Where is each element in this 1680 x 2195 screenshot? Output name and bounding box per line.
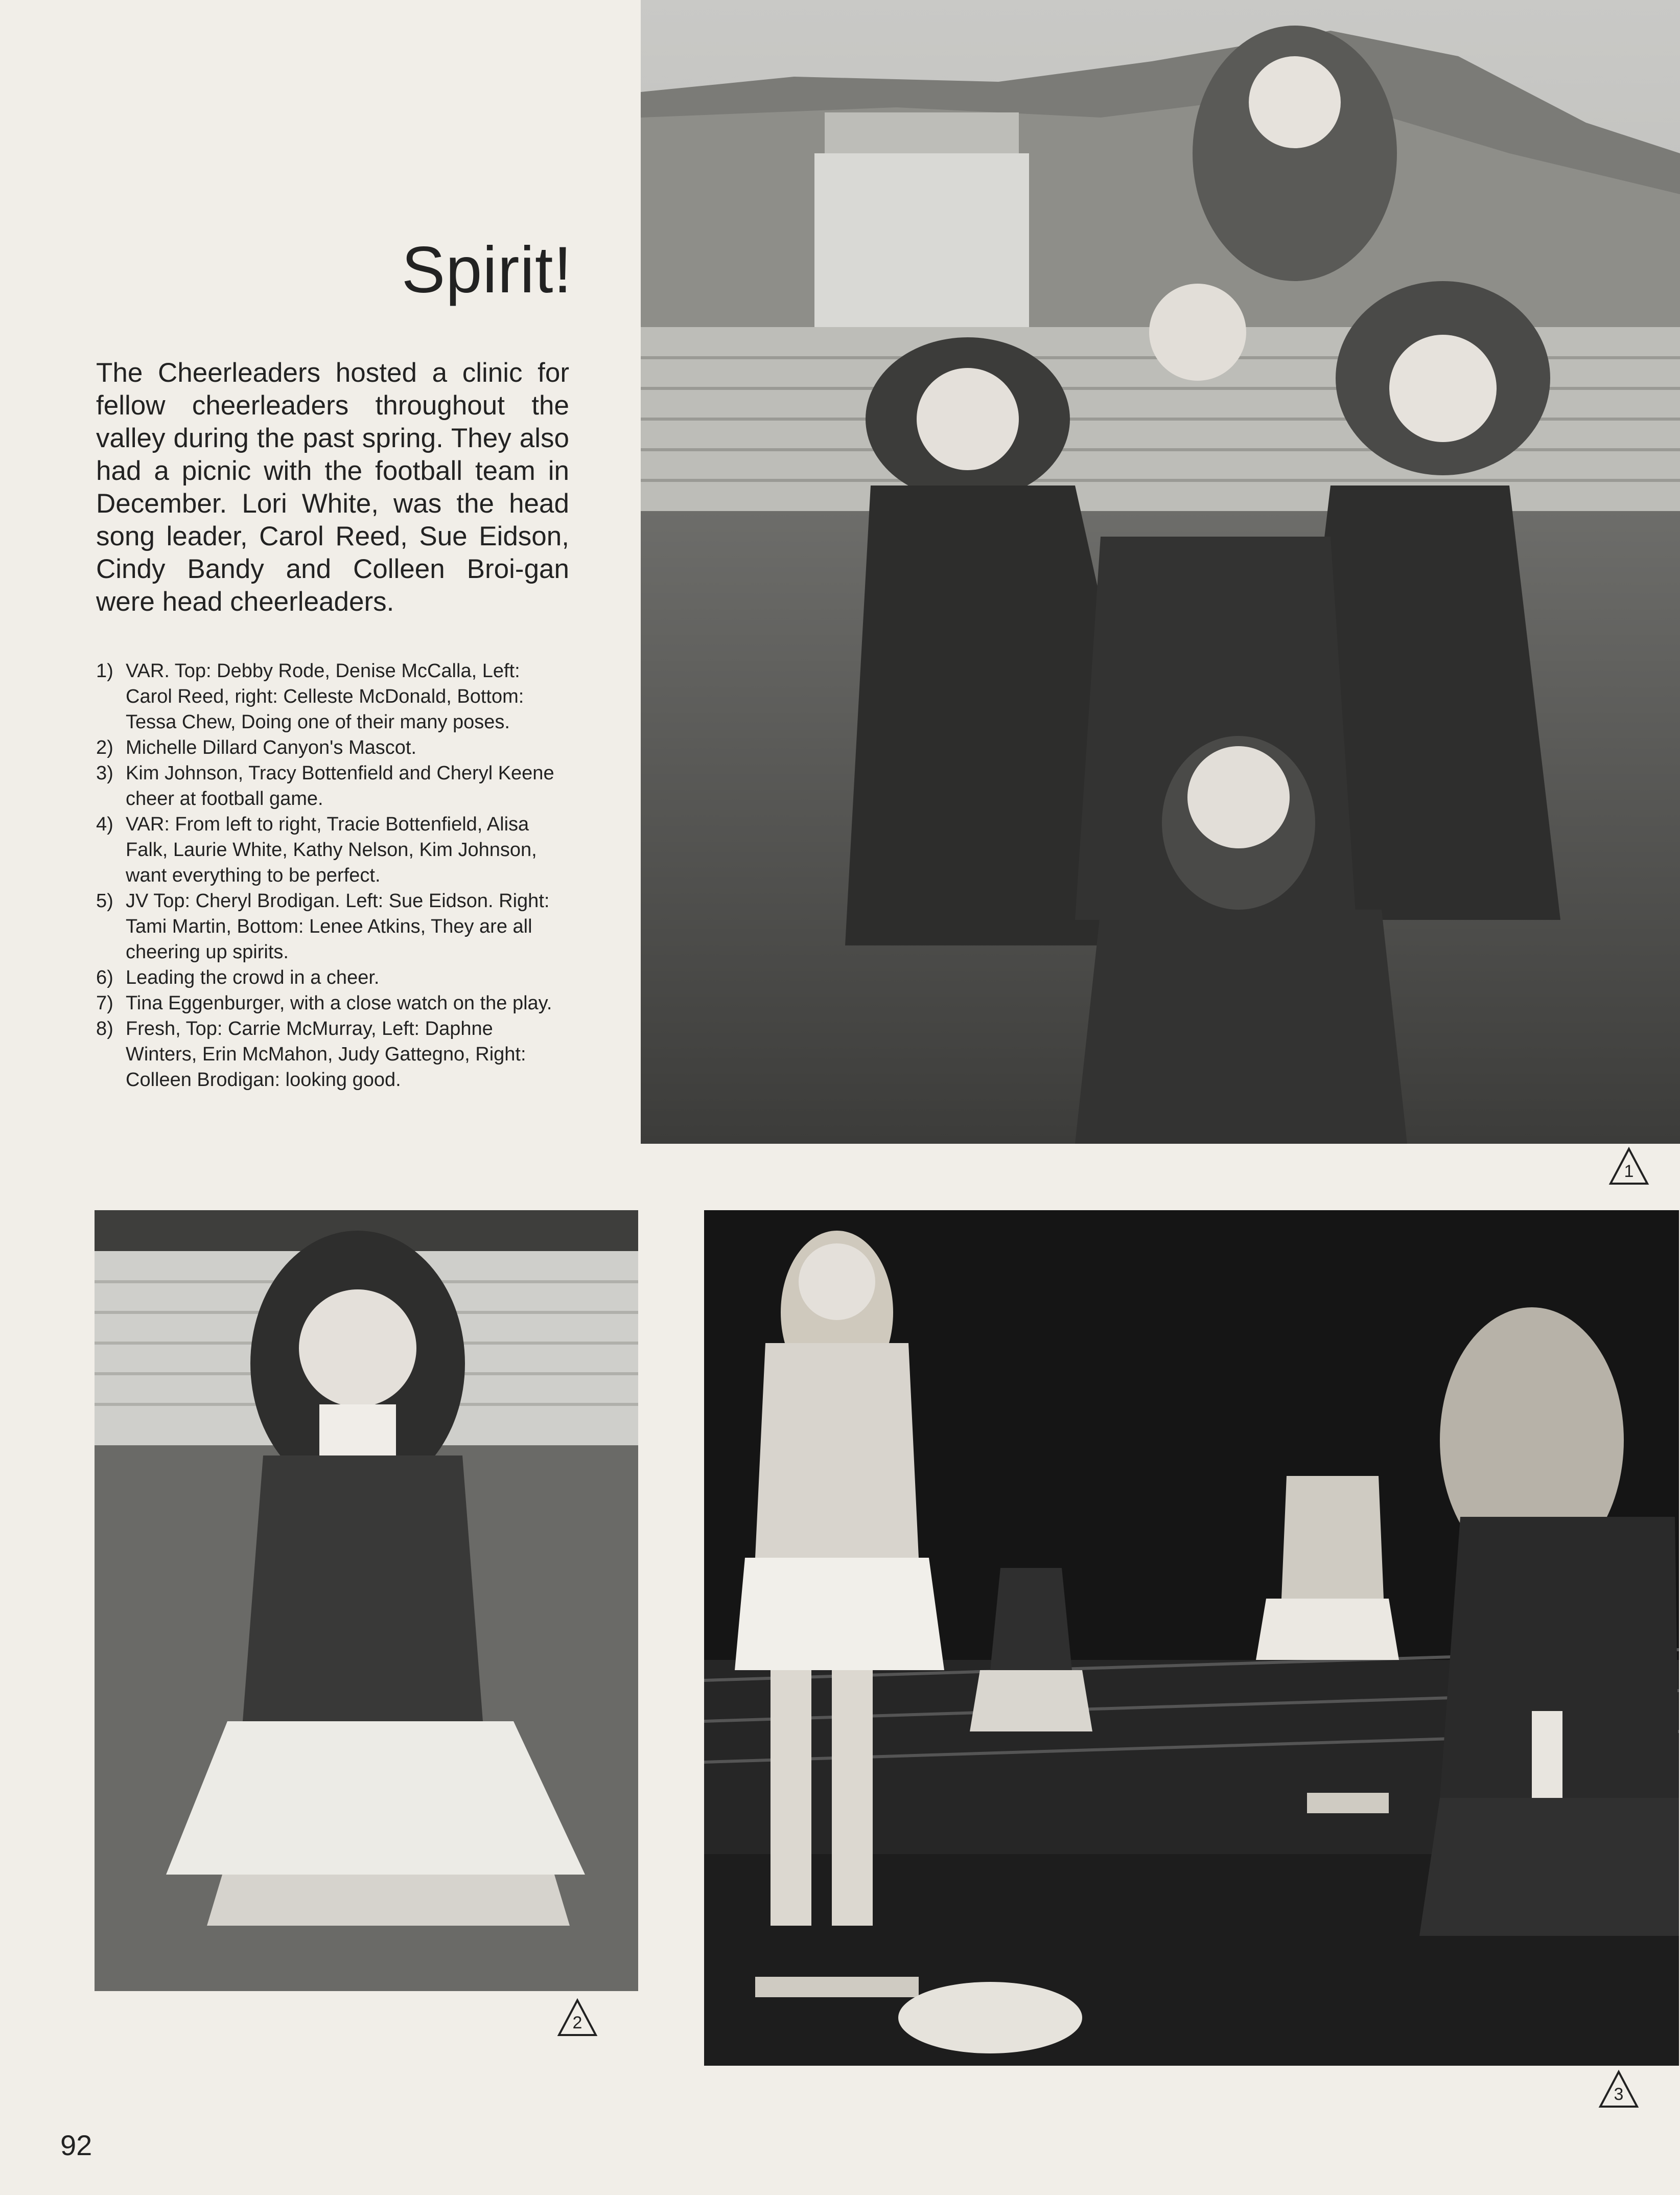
photo-badge-2 — [557, 1998, 598, 2037]
caption-number: 4) — [96, 814, 113, 835]
caption-text: VAR: From left to right, Tracie Bottenfield, Alisa Falk, Laurie White, Kathy Nelson, Kim Johnson, want everything to be perfect. — [126, 814, 537, 886]
photo-badge-number: 3 — [1614, 2085, 1624, 2104]
kneeling-photo-illustration — [95, 1210, 638, 1991]
photo-badge-number: 1 — [1624, 1162, 1634, 1181]
caption-item — [96, 812, 569, 888]
caption-item — [96, 760, 569, 812]
caption-number: 5) — [96, 890, 113, 912]
caption-number: 8) — [96, 1018, 113, 1039]
photo-badge-3 — [1598, 2070, 1639, 2109]
night-cheer-photo-illustration — [704, 1210, 1679, 2066]
page-title: Spirit! — [401, 234, 572, 307]
caption-number: 7) — [96, 992, 113, 1014]
caption-item — [96, 990, 569, 1016]
caption-item — [96, 965, 569, 990]
caption-text: JV Top: Cheryl Brodigan. Left: Sue Eidson. Right: Tami Martin, Bottom: Lenee Atkins, They are all cheering up spirits. — [126, 890, 550, 963]
caption-item — [96, 735, 569, 760]
caption-text: Fresh, Top: Carrie McMurray, Left: Daphne Winters, Erin McMahon, Judy Gattegno, Right: Colleen Brodigan: looking good. — [126, 1018, 526, 1091]
caption-text: Tina Eggenburger, with a close watch on the play. — [126, 992, 552, 1014]
caption-number: 3) — [96, 763, 113, 784]
caption-item — [96, 888, 569, 965]
caption-list — [96, 658, 569, 1093]
intro-paragraph: The Cheerleaders hosted a clinic for fellow cheerleaders throughout the valley during the past spring. They also had a picnic with the football team in December. Lori White, was the head song leader, Carol Reed, Sue Eidson, Cindy Bandy and Colleen Broi-gan were head cheerleaders. — [96, 358, 569, 617]
photo-kneeling-cheerleader — [95, 1210, 638, 1991]
photo-badge-number: 2 — [572, 2013, 582, 2032]
photo-cheer-pyramid — [641, 0, 1680, 1144]
photo-badge-1 — [1608, 1147, 1649, 1186]
page-number: 92 — [60, 2129, 92, 2161]
caption-number: 6) — [96, 967, 113, 988]
caption-text: Leading the crowd in a cheer. — [126, 967, 380, 988]
caption-text: Michelle Dillard Canyon's Mascot. — [126, 737, 417, 758]
photo-night-cheer — [704, 1210, 1679, 2066]
caption-number: 1) — [96, 660, 113, 682]
pyramid-photo-illustration — [641, 0, 1680, 1144]
caption-text: Kim Johnson, Tracy Bottenfield and Cheryl Keene cheer at football game. — [126, 763, 554, 810]
caption-item — [96, 658, 569, 735]
caption-text: VAR. Top: Debby Rode, Denise McCalla, Left: Carol Reed, right: Celleste McDonald, Bottom: Tessa Chew, Doing one of their many poses. — [126, 660, 524, 733]
caption-item — [96, 1016, 569, 1093]
caption-number: 2) — [96, 737, 113, 758]
